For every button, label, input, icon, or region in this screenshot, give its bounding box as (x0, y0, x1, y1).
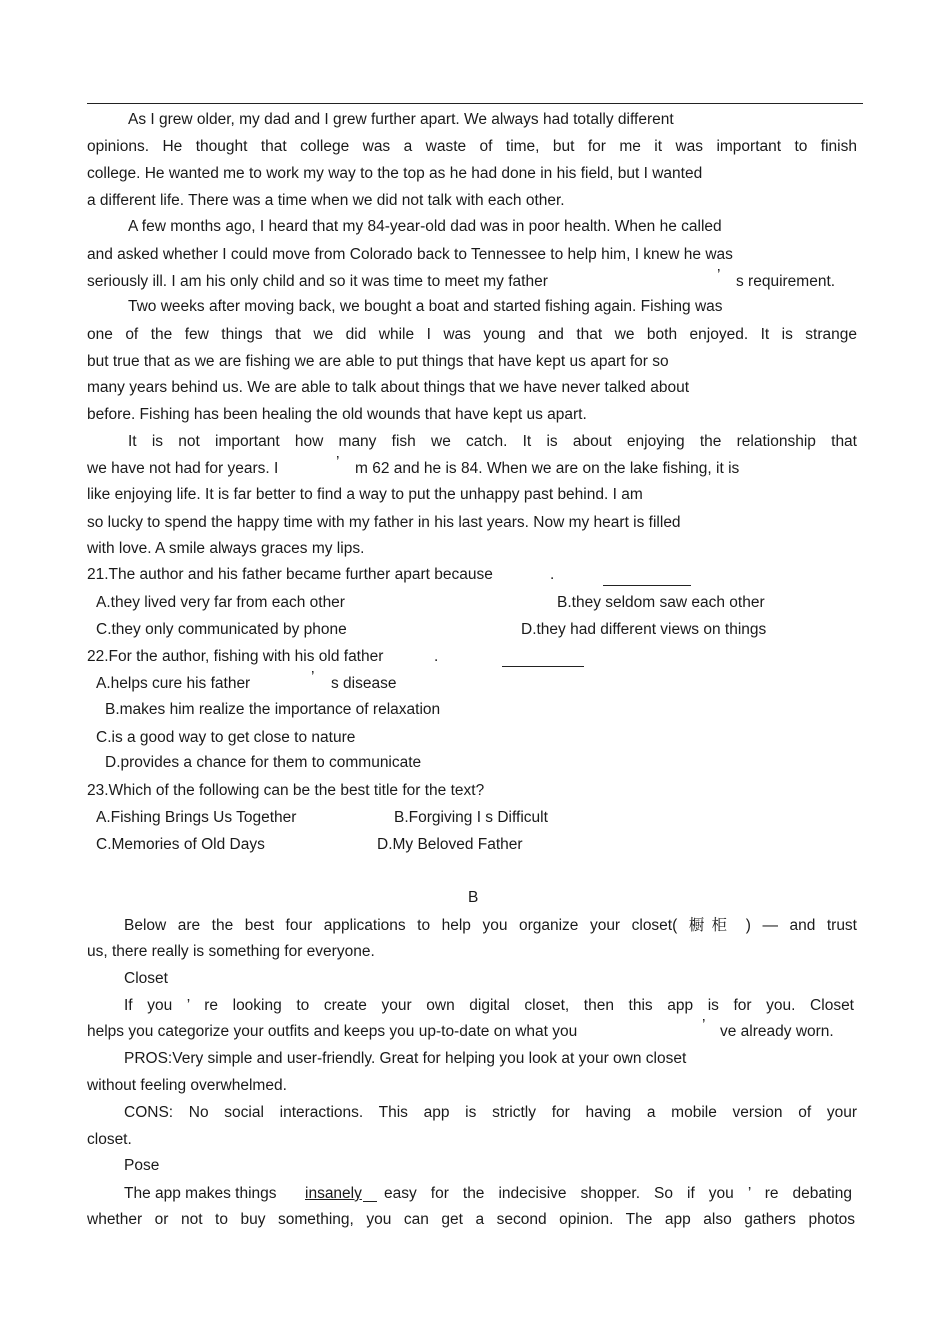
passage-line: seriously ill. I am his only child and so it was time to meet my father (87, 273, 548, 290)
option-a-tail: s disease (331, 675, 397, 692)
passage-line: before. Fishing has been healing the old wounds that have kept us apart. (87, 406, 587, 423)
apostrophe: ’ (336, 454, 340, 471)
passage-line: It is not important how many fish we catch. It is about enjoying the relationship that (128, 433, 857, 450)
section-line: whether or not to buy something, you can get a second opinion. The app also gathers photos (87, 1211, 855, 1228)
question-23-stem: 23.Which of the following can be the best title for the text? (87, 782, 485, 799)
underline-tail (363, 1201, 377, 1202)
passage-line: like enjoying life. It is far better to find a way to put the unhappy past behind. I am (87, 486, 643, 503)
passage-line: one of the few things that we did while I was young and that we both enjoyed. It is strange (87, 326, 857, 343)
option-a: A.Fishing Brings Us Together (96, 809, 297, 826)
passage-line: A few months ago, I heard that my 84-year-old dad was in poor health. When he called (128, 218, 722, 235)
option-d: D.they had different views on things (521, 621, 767, 638)
question-22-stem: 22.For the author, fishing with his old father (87, 648, 384, 665)
passage-line: m 62 and he is 84. When we are on the lake fishing, it is (355, 460, 740, 477)
app-title-closet: Closet (124, 970, 168, 987)
section-line: ve already worn. (720, 1023, 834, 1040)
passage-line: but true that as we are fishing we are able to put things that have kept us apart for so (87, 353, 669, 370)
pros-line: PROS:Very simple and user-friendly. Great for helping you look at your own closet (124, 1050, 687, 1067)
passage-line: we have not had for years. I (87, 460, 279, 477)
passage-line: and asked whether I could move from Colorado back to Tennessee to help him, I knew he was (87, 246, 733, 263)
passage-line: college. He wanted me to work my way to the top as he had done in his field, but I wanted (87, 165, 703, 182)
section-line: The app makes things (124, 1185, 277, 1202)
passage-line: s requirement. (736, 273, 836, 290)
passage-line: many years behind us. We are able to talk about things that we have never talked about (87, 379, 690, 396)
option-a: A.they lived very far from each other (96, 594, 345, 611)
top-rule (87, 103, 863, 104)
passage-line: a different life. There was a time when we did not talk with each other. (87, 192, 565, 209)
question-21-stem: 21.The author and his father became further apart because (87, 566, 493, 583)
stem-period: . (550, 566, 555, 583)
apostrophe: ’ (311, 669, 315, 686)
option-b: B.makes him realize the importance of relaxation (105, 701, 441, 718)
apostrophe: ’ (717, 267, 721, 284)
passage-line: Two weeks after moving back, we bought a boat and started fishing again. Fishing was (128, 298, 723, 315)
pros-line: without feeling overwhelmed. (87, 1077, 287, 1094)
option-c: C.is a good way to get close to nature (96, 729, 356, 746)
passage-line: so lucky to spend the happy time with my father in his last years. Now my heart is filled (87, 514, 681, 531)
answer-blank (502, 666, 584, 667)
option-b: B.Forgiving I s Difficult (394, 809, 548, 826)
apostrophe: ’ (702, 1017, 706, 1034)
app-title-pose: Pose (124, 1157, 160, 1174)
section-line: If you ’ re looking to create your own digital closet, then this app is for you. Closet (124, 997, 854, 1014)
section-line: helps you categorize your outfits and keeps you up-to-date on what you (87, 1023, 578, 1040)
option-d: D.provides a chance for them to communicate (105, 754, 422, 771)
section-line: Below are the best four applications to help you organize your closet( 橱柜 ) — and trust (124, 917, 857, 934)
option-c: C.they only communicated by phone (96, 621, 347, 638)
cons-line: CONS: No social interactions. This app is strictly for having a mobile version of your (124, 1104, 857, 1121)
option-c: C.Memories of Old Days (96, 836, 265, 853)
section-line: easy for the indecisive shopper. So if you ’ re debating (384, 1185, 852, 1202)
cons-line: closet. (87, 1131, 132, 1148)
option-d: D.My Beloved Father (377, 836, 523, 853)
passage-line: opinions. He thought that college was a waste of time, but for me it was important to finish (87, 138, 857, 155)
passage-line: As I grew older, my dad and I grew further apart. We always had totally different (128, 111, 674, 128)
underlined-word: insanely (305, 1185, 362, 1202)
option-b: B.they seldom saw each other (557, 594, 765, 611)
answer-blank (603, 585, 691, 586)
passage-line: with love. A smile always graces my lips. (87, 540, 365, 557)
section-line: us, there really is something for everyone. (87, 943, 375, 960)
section-heading: B (468, 889, 479, 906)
option-a: A.helps cure his father (96, 675, 251, 692)
stem-period: . (434, 648, 439, 665)
